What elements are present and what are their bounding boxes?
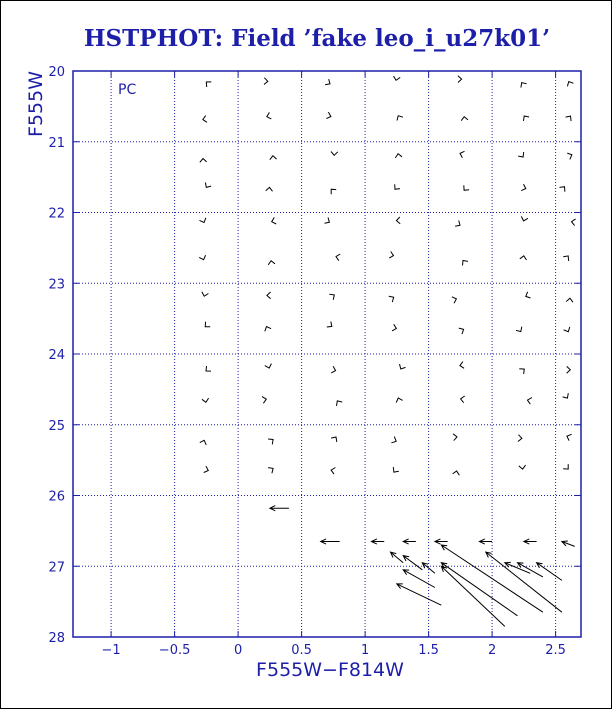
x-tick-label: 1 [360,643,370,658]
offset-arrow [389,252,393,259]
offset-arrow [455,221,460,227]
offset-vector [422,563,435,574]
offset-arrow [521,83,527,88]
offset-vector [524,539,537,544]
offset-arrow [395,184,400,189]
offset-vector [562,541,575,546]
y-tick-label: 26 [48,489,65,505]
offset-arrow [563,393,569,398]
offset-arrow [200,159,207,163]
offset-arrow [264,78,268,85]
offset-arrow [199,255,205,260]
offset-arrow [331,366,335,373]
offset-arrow [566,298,573,302]
offset-arrow [325,79,330,85]
offset-arrow [331,189,336,194]
offset-arrow [337,401,343,406]
offset-arrow [528,398,532,405]
offset-arrow [204,466,209,472]
offset-arrow [453,471,460,475]
offset-arrow [200,440,206,445]
offset-vector [403,556,422,570]
y-tick-label: 24 [48,348,65,363]
offset-arrow [518,152,524,157]
offset-arrow [202,292,209,296]
offset-vector [371,539,384,544]
offset-arrow [389,296,394,302]
offset-arrow [206,82,211,87]
offset-vector [403,539,416,544]
offset-vector [435,539,448,544]
offset-arrow [396,398,402,403]
offset-arrow [396,217,400,224]
offset-arrow [394,76,401,80]
y-tick-label: 25 [48,418,65,434]
offset-arrow [560,187,565,192]
offset-arrow [400,364,406,369]
offset-arrow [464,185,469,190]
offset-arrow [521,184,526,191]
x-axis-ticks [102,71,566,658]
offset-arrow [268,439,273,444]
y-axis-ticks [48,65,581,646]
x-tick-label: 2.5 [545,643,566,658]
plot-border [73,71,581,637]
offset-arrow [461,117,468,121]
offset-arrow [572,219,576,226]
offset-arrow [567,366,571,373]
y-tick-label: 28 [48,631,65,646]
offset-arrow [272,217,277,224]
offset-arrow [567,434,572,440]
offset-arrow [393,467,399,472]
offset-arrow [327,322,332,328]
offset-arrow [397,116,403,121]
offset-arrow [395,154,402,158]
offset-arrow [452,297,457,304]
offset-arrow [563,464,568,469]
offset-arrow [521,216,528,221]
panel-label: PC [118,82,137,98]
arrow-field [199,76,575,627]
offset-arrow [329,294,334,300]
offset-arrow [325,218,330,224]
offset-arrow [453,434,457,441]
offset-arrow [267,112,272,119]
x-axis-label: F555W−F814W [256,659,404,681]
offset-arrow [564,327,570,332]
chart-title: HSTPHOT: Field ’fake leo_i_u27k01’ [83,25,551,52]
offset-arrow [458,76,462,83]
offset-vector [403,570,435,588]
offset-arrow [460,362,464,369]
offset-arrow [331,437,337,442]
offset-arrow [519,369,524,374]
offset-arrow [205,322,210,327]
x-tick-label: −1 [101,643,121,658]
gridlines [73,71,581,637]
offset-arrow [516,327,522,332]
x-tick-label: −0.5 [158,643,191,658]
offset-arrow [461,396,465,403]
y-axis-label: F555W [25,71,47,137]
y-tick-label: 23 [48,277,65,293]
offset-vector [321,539,340,544]
y-tick-label: 27 [48,560,65,576]
offset-vector [479,539,492,544]
y-tick-label: 20 [48,65,65,80]
y-tick-label: 21 [48,135,65,151]
offset-arrow [391,437,396,443]
offset-arrow [524,116,530,121]
offset-arrow [265,327,271,332]
offset-arrow [520,256,527,260]
offset-arrow [392,324,396,331]
offset-vector [537,563,562,581]
offset-arrow [463,261,468,266]
offset-arrow [266,187,273,191]
offset-arrow [206,366,211,371]
offset-arrow [519,465,526,469]
offset-arrow [262,397,266,404]
y-tick-label: 22 [48,206,65,222]
offset-arrow [331,152,338,156]
offset-arrow [566,116,572,121]
offset-arrow [460,151,465,158]
offset-arrow [268,261,275,265]
x-tick-label: 1.5 [418,643,439,658]
offset-vector [270,506,289,511]
offset-arrow [459,328,464,334]
offset-arrow [567,153,572,159]
offset-arrow [326,112,331,119]
offset-arrow [526,292,531,298]
offset-arrow [202,398,209,402]
offset-arrow [268,468,273,474]
offset-arrow [331,468,335,475]
offset-arrow [567,82,573,87]
offset-arrow [518,435,522,442]
offset-arrow [200,218,206,223]
offset-arrow [270,156,277,160]
x-tick-label: 2 [487,643,497,658]
offset-arrow [265,364,272,369]
offset-arrow [563,256,568,261]
offset-arrow [267,292,271,299]
x-tick-label: 0.5 [291,643,312,658]
x-tick-label: 0 [233,643,243,658]
offset-arrow [336,254,340,261]
offset-arrow [205,183,211,188]
offset-vector [441,566,505,626]
offset-vector [391,552,404,563]
offset-arrow [203,116,207,123]
